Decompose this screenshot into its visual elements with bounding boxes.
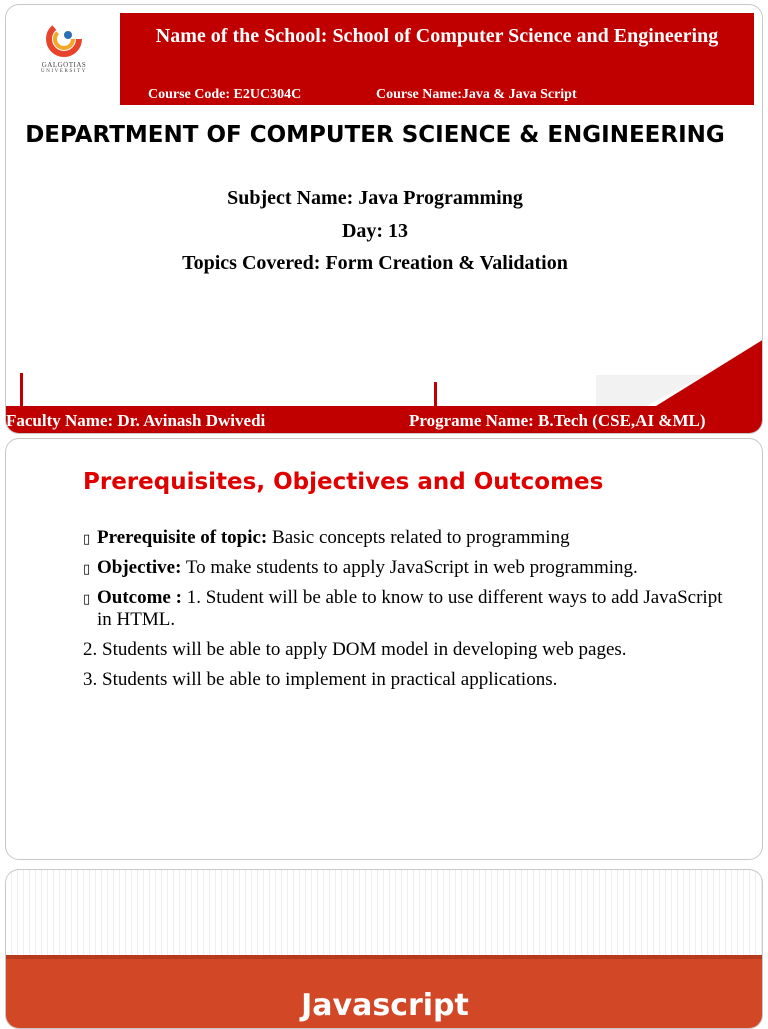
item-label: Objective: bbox=[97, 557, 182, 578]
bullet-icon: ▯ bbox=[83, 562, 91, 577]
faculty-name: Faculty Name: Dr. Avinash Dwivedi bbox=[6, 411, 266, 430]
item-label: Outcome : bbox=[97, 587, 182, 608]
faculty-bar bbox=[5, 406, 763, 434]
school-name: Name of the School: School of Computer Science and Engineering bbox=[155, 25, 719, 47]
objectives-slide bbox=[5, 438, 763, 860]
item-label: Prerequisite of topic: bbox=[97, 527, 268, 548]
numbered-item: 2. Students will be able to apply DOM model in developing web pages. bbox=[83, 639, 627, 660]
department-title: DEPARTMENT OF COMPUTER SCIENCE & ENGINEERING bbox=[25, 122, 725, 148]
subject-name: Subject Name: Java Programming bbox=[227, 187, 523, 209]
logo-text-university: UNIVERSITY bbox=[41, 69, 87, 74]
numbered-item: 3. Students will be able to implement in practical applications. bbox=[83, 669, 558, 690]
item-text: Basic concepts related to programming bbox=[267, 527, 570, 548]
item-text: To make students to apply JavaScript in web programming. bbox=[181, 557, 638, 578]
list-item bbox=[83, 527, 723, 549]
logo-text-galgotias: GALGOTIAS bbox=[41, 61, 87, 69]
decorative-tick-left bbox=[20, 373, 23, 406]
slide-title: Javascript bbox=[301, 988, 469, 1023]
item-text: 1. Student will be able to know to use different ways to add JavaScript in HTML. bbox=[97, 587, 723, 630]
bullet-icon: ▯ bbox=[83, 532, 91, 547]
course-name: Course Name:Java & Java Script bbox=[376, 87, 577, 102]
decorative-tick-middle bbox=[434, 382, 437, 406]
objectives-list bbox=[83, 527, 723, 699]
topics-covered: Topics Covered: Form Creation & Validation bbox=[182, 252, 568, 274]
slide-title: Prerequisites, Objectives and Outcomes bbox=[83, 469, 604, 495]
list-item bbox=[83, 587, 723, 631]
programme-name: Programe Name: B.Tech (CSE,AI &ML) bbox=[409, 411, 706, 430]
bullet-icon: ▯ bbox=[83, 592, 91, 607]
decorative-wedge bbox=[6, 5, 763, 434]
title-slide bbox=[5, 4, 763, 434]
course-code: Course Code: E2UC304C bbox=[148, 87, 302, 102]
javascript-title-slide bbox=[5, 869, 763, 1029]
day-number: Day: 13 bbox=[341, 220, 409, 242]
list-item bbox=[83, 557, 723, 579]
